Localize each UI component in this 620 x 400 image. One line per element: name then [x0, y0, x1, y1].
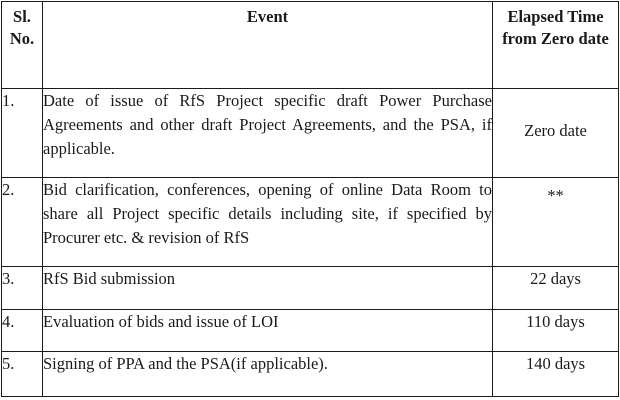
header-event: Event: [43, 2, 493, 89]
header-sl-no-line1: Sl.: [13, 7, 31, 26]
row-event: Date of issue of RfS Project specific draft Power Purchase Agreements and other draft Project Agreements, and the PSA, if applicable.: [43, 89, 493, 178]
header-sl-no-line2: No.: [9, 29, 35, 48]
row-event: Signing of PPA and the PSA(if applicable).: [43, 352, 493, 397]
table-row: [2, 89, 619, 178]
schedule-table: [1, 1, 619, 397]
row-sl-no: 2.: [2, 178, 43, 267]
row-sl-no: 1.: [2, 89, 43, 178]
row-elapsed: 22 days: [493, 267, 619, 310]
header-sl-no: [2, 2, 43, 89]
row-sl-no: 3.: [2, 267, 43, 310]
row-elapsed: 110 days: [493, 310, 619, 352]
row-elapsed: Zero date: [493, 89, 619, 178]
header-row: [2, 2, 619, 89]
row-elapsed: 140 days: [493, 352, 619, 397]
table-row: [2, 352, 619, 397]
header-elapsed-line2: from Zero date: [502, 29, 609, 48]
table-row: [2, 178, 619, 267]
row-event: RfS Bid submission: [43, 267, 493, 310]
row-sl-no: 5.: [2, 352, 43, 397]
row-event: Evaluation of bids and issue of LOI: [43, 310, 493, 352]
row-event: Bid clarification, conferences, opening of online Data Room to share all Project specific details including site, if specified by Procurer etc. & revision of RfS: [43, 178, 493, 267]
row-sl-no: 4.: [2, 310, 43, 352]
header-elapsed-line1: Elapsed Time: [507, 7, 604, 26]
header-elapsed-time: [493, 2, 619, 89]
table-row: [2, 267, 619, 310]
table-row: [2, 310, 619, 352]
row-elapsed: **: [493, 178, 619, 267]
